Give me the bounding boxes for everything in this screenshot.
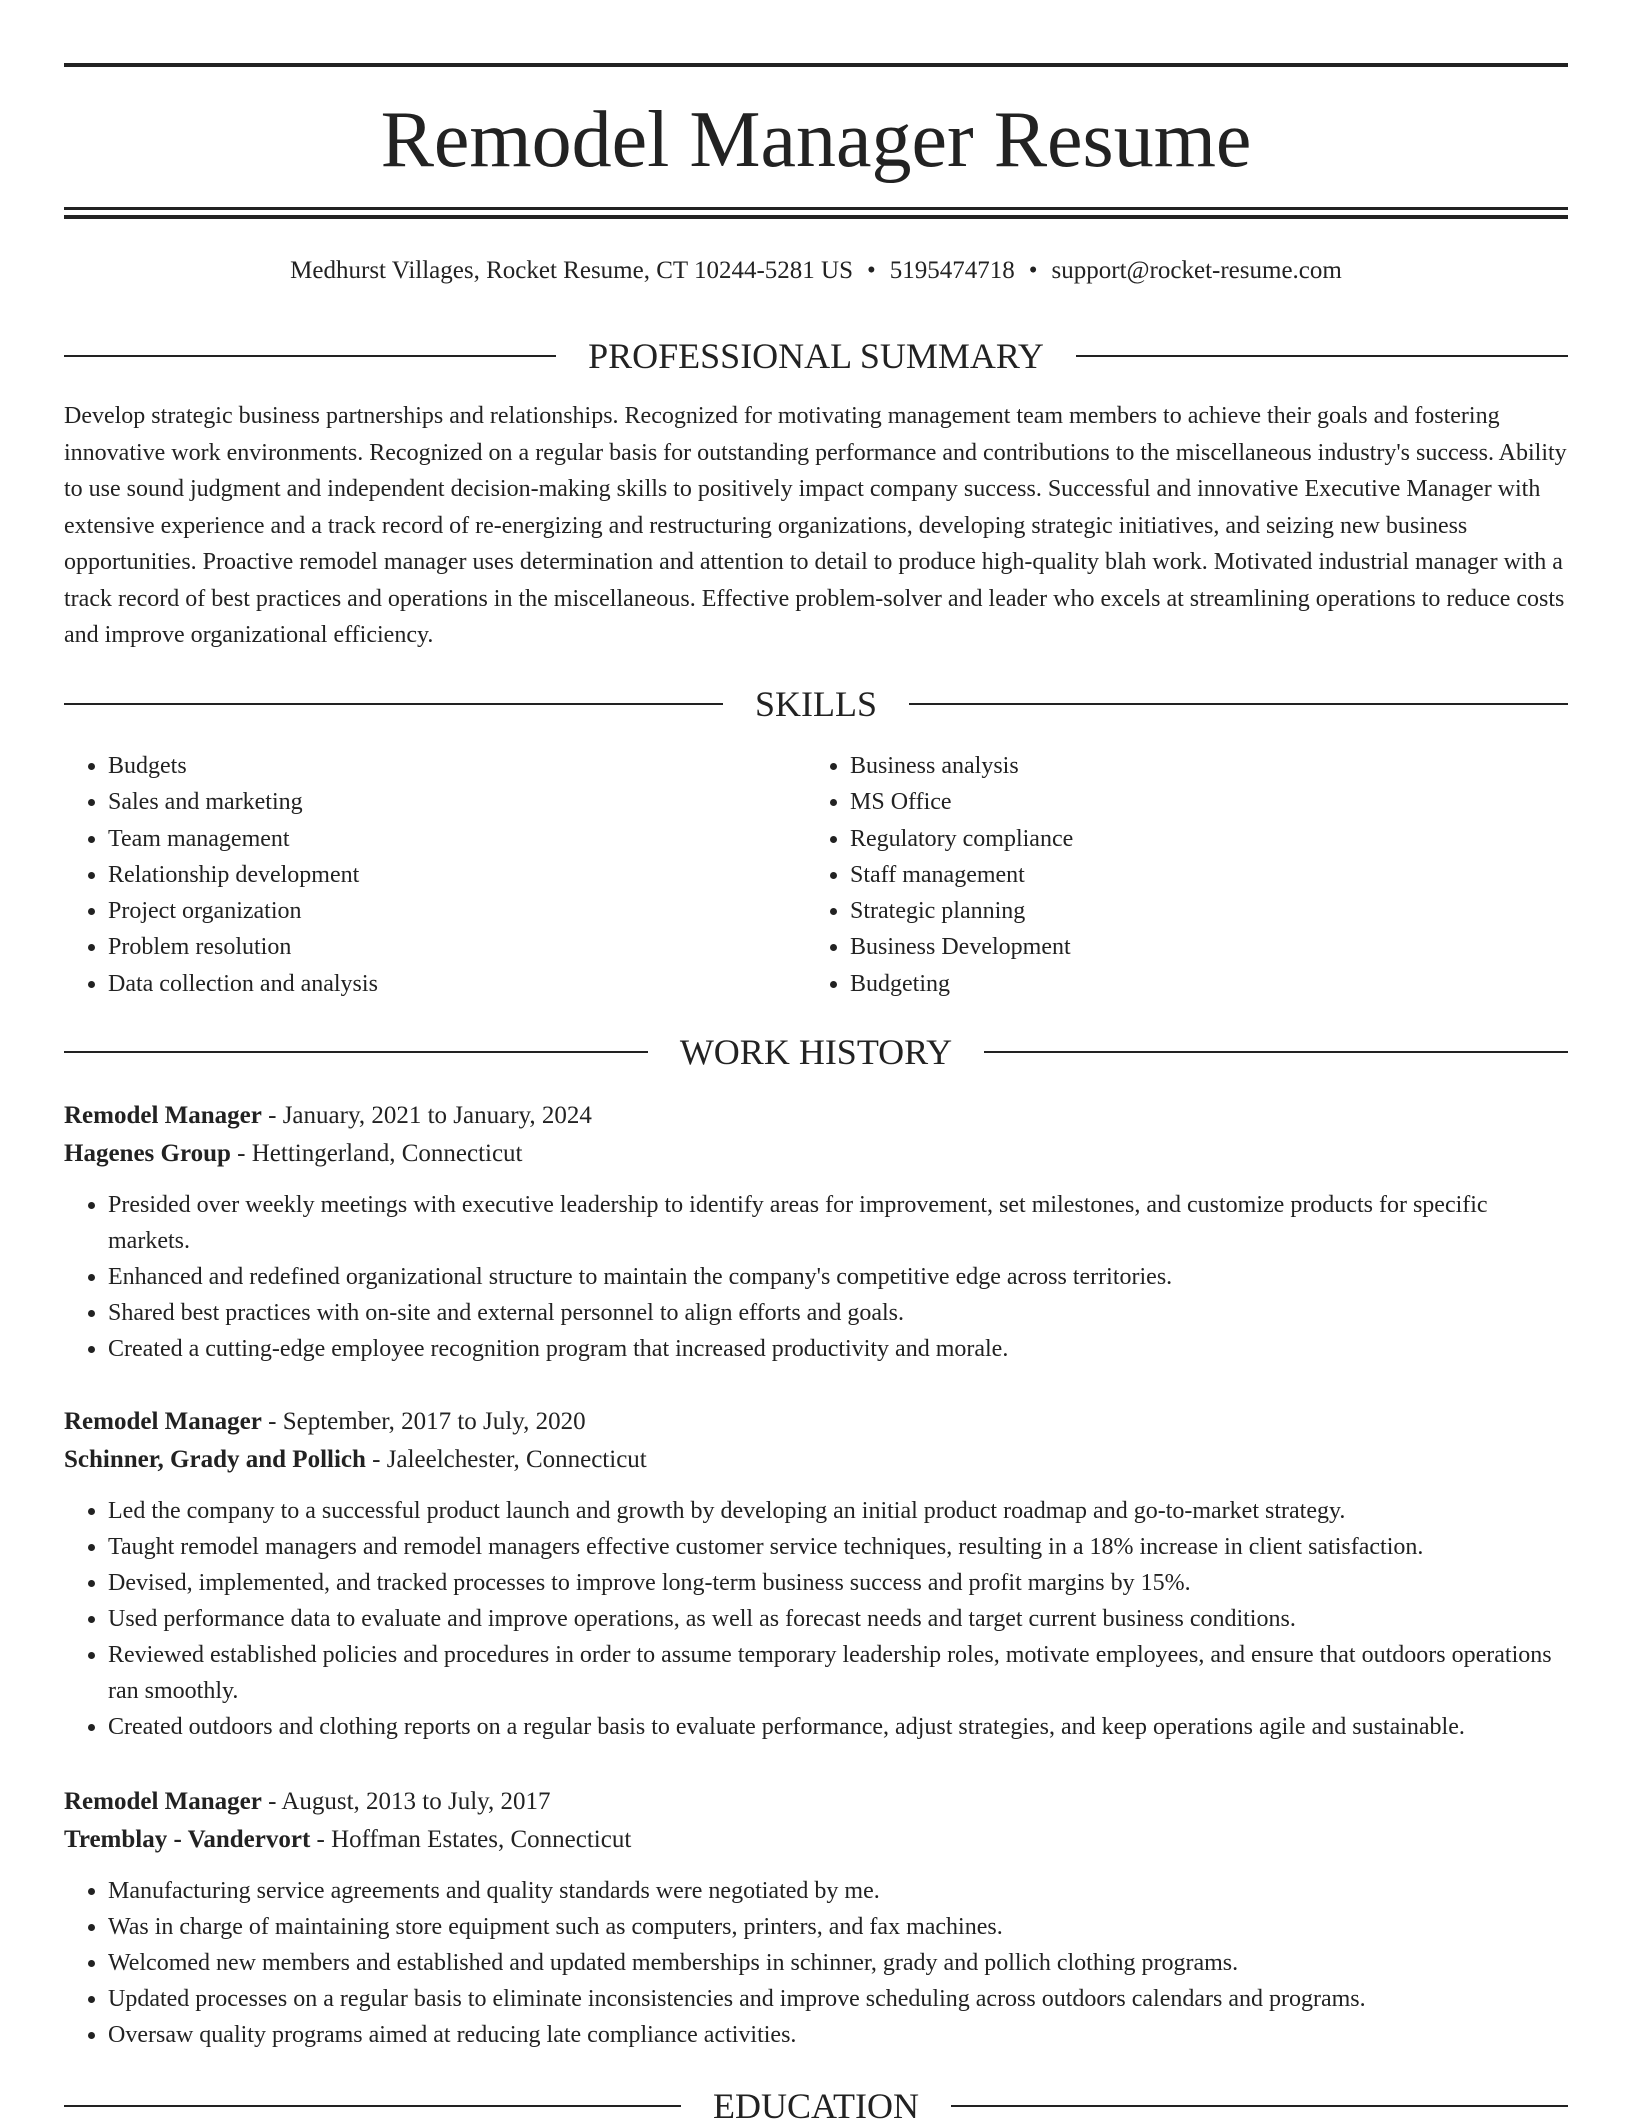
skills-column-right: [806, 748, 1548, 1002]
section-header-summary: [64, 334, 1568, 378]
title-bottom-rule-second: [64, 215, 1568, 219]
skill-item: • Problem resolution: [108, 929, 806, 965]
job-bullet: • Created a cutting-edge employee recognition program that increased productivity and morale.: [108, 1331, 1568, 1367]
job-company-line: [64, 1135, 1568, 1173]
contact-phone: 5195474718: [889, 257, 1015, 284]
job-bullet: • Presided over weekly meetings with executive leadership to identify areas for improvement, set milestones, and customize products for specific markets.: [108, 1187, 1568, 1259]
section-title: PROFESSIONAL SUMMARY: [588, 336, 1044, 376]
job-dates: - August, 2013 to July, 2017: [261, 1788, 551, 1815]
section-rule: [909, 703, 1568, 705]
professional-summary-text: Develop strategic business partnerships and relationships. Recognized for motivating management team members to achieve their goals and fostering innovative work environments. Recognized on a regular basis for outstanding performance and contributions to the miscellaneous industry's success. Ability to use sound judgment and independent decision-making skills to positively impact company success. Successful and innovative Executive Manager with extensive experience and a track record of re-energizing and restructuring organizations, developing strategic initiatives, and seizing new business opportunities. Proactive remodel manager uses determination and attention to detail to produce high-quality blah work. Motivated industrial manager with a track record of best practices and operations in the miscellaneous. Effective problem-solver and leader who excels at streamlining operations to reduce costs and improve organizational efficiency.: [64, 403, 1567, 648]
job-bullet: • Used performance data to evaluate and improve operations, as well as forecast needs and target current business conditions.: [108, 1601, 1568, 1637]
section-rule: [984, 1051, 1568, 1053]
section-title: EDUCATION: [713, 2086, 919, 2126]
job-bullet: • Welcomed new members and established and updated memberships in schinner, grady and pollich clothing programs.: [108, 1945, 1568, 1981]
job-bullets: [64, 1493, 1568, 1745]
skill-item: • Data collection and analysis: [108, 966, 806, 1002]
section-rule: [1076, 355, 1568, 357]
job-bullet: • Enhanced and redefined organizational structure to maintain the company's competitive edge across territories.: [108, 1259, 1568, 1295]
section-header-education: [64, 2084, 1568, 2128]
contact-separator: •: [1028, 257, 1038, 284]
job-dates: - September, 2017 to July, 2020: [261, 1408, 586, 1435]
skill-item: • Team management: [108, 821, 806, 857]
contact-address: Medhurst Villages, Rocket Resume, CT 10244-5281 US: [290, 257, 853, 284]
skills-column-left: [64, 748, 806, 1002]
job-role-line: [64, 1097, 1568, 1135]
job-location: - Jaleelchester, Connecticut: [365, 1446, 647, 1473]
job-bullet: • Updated processes on a regular basis to eliminate inconsistencies and improve scheduling across outdoors calendars and programs.: [108, 1981, 1568, 2017]
job-company-line: [64, 1821, 1568, 1859]
section-header-work-history: [64, 1030, 1568, 1074]
job-bullet: • Oversaw quality programs aimed at reducing late compliance activities.: [108, 2017, 1568, 2053]
job-location: - Hettingerland, Connecticut: [230, 1140, 523, 1167]
section-rule: [64, 355, 556, 357]
skill-item: • Sales and marketing: [108, 784, 806, 820]
job-entry: [64, 1403, 1568, 1745]
job-company-line: [64, 1441, 1568, 1479]
job-title: Remodel Manager: [64, 1102, 262, 1129]
section-title: SKILLS: [755, 684, 878, 724]
skill-item: • Strategic planning: [850, 893, 1548, 929]
contact-email: support@rocket-resume.com: [1051, 257, 1342, 284]
section-title: WORK HISTORY: [679, 1032, 953, 1072]
skills-list: [64, 748, 1568, 1002]
job-company: Schinner, Grady and Pollich: [64, 1446, 366, 1473]
job-bullet: • Devised, implemented, and tracked processes to improve long-term business success and profit margins by 15%.: [108, 1565, 1568, 1601]
skill-item: • Relationship development: [108, 857, 806, 893]
job-bullet: • Manufacturing service agreements and quality standards were negotiated by me.: [108, 1873, 1568, 1909]
section-rule: [64, 2105, 681, 2107]
skill-item: • Business Development: [850, 929, 1548, 965]
section-header-skills: [64, 682, 1568, 726]
job-company: Tremblay - Vandervort: [64, 1826, 311, 1853]
job-role-line: [64, 1403, 1568, 1441]
job-bullet: • Reviewed established policies and procedures in order to assume temporary leadership roles, motivate employees, and ensure that outdoors operations ran smoothly.: [108, 1637, 1568, 1709]
job-bullet: • Shared best practices with on-site and external personnel to align efforts and goals.: [108, 1295, 1568, 1331]
job-bullets: [64, 1187, 1568, 1367]
job-bullet: • Created outdoors and clothing reports on a regular basis to evaluate performance, adjust strategies, and keep operations agile and sustainable.: [108, 1709, 1568, 1745]
job-dates: - January, 2021 to January, 2024: [261, 1102, 592, 1129]
skill-item: • Regulatory compliance: [850, 821, 1548, 857]
title-bottom-rule: [64, 207, 1568, 210]
job-entry: [64, 1097, 1568, 1367]
job-entry: [64, 1783, 1568, 2053]
section-rule: [64, 1051, 648, 1053]
job-bullet: • Led the company to a successful product launch and growth by developing an initial product roadmap and go-to-market strategy.: [108, 1493, 1568, 1529]
skill-item: • Project organization: [108, 893, 806, 929]
section-rule: [951, 2105, 1568, 2107]
job-company: Hagenes Group: [64, 1140, 231, 1167]
skill-item: • Budgeting: [850, 966, 1548, 1002]
resume-title: Remodel Manager Resume: [380, 96, 1252, 184]
job-title: Remodel Manager: [64, 1788, 262, 1815]
job-bullets: [64, 1873, 1568, 2053]
title-top-rule: [64, 63, 1568, 67]
skill-item: • Budgets: [108, 748, 806, 784]
skill-item: • MS Office: [850, 784, 1548, 820]
job-bullet: • Taught remodel managers and remodel managers effective customer service techniques, resulting in a 18% increase in client satisfaction.: [108, 1529, 1568, 1565]
job-location: - Hoffman Estates, Connecticut: [310, 1826, 632, 1853]
section-rule: [64, 703, 723, 705]
contact-separator: •: [867, 257, 876, 284]
job-title: Remodel Manager: [64, 1408, 262, 1435]
contact-line: [64, 254, 1568, 288]
skill-item: • Business analysis: [850, 748, 1548, 784]
job-bullet: • Was in charge of maintaining store equipment such as computers, printers, and fax machines.: [108, 1909, 1568, 1945]
job-role-line: [64, 1783, 1568, 1821]
skill-item: • Staff management: [850, 857, 1548, 893]
